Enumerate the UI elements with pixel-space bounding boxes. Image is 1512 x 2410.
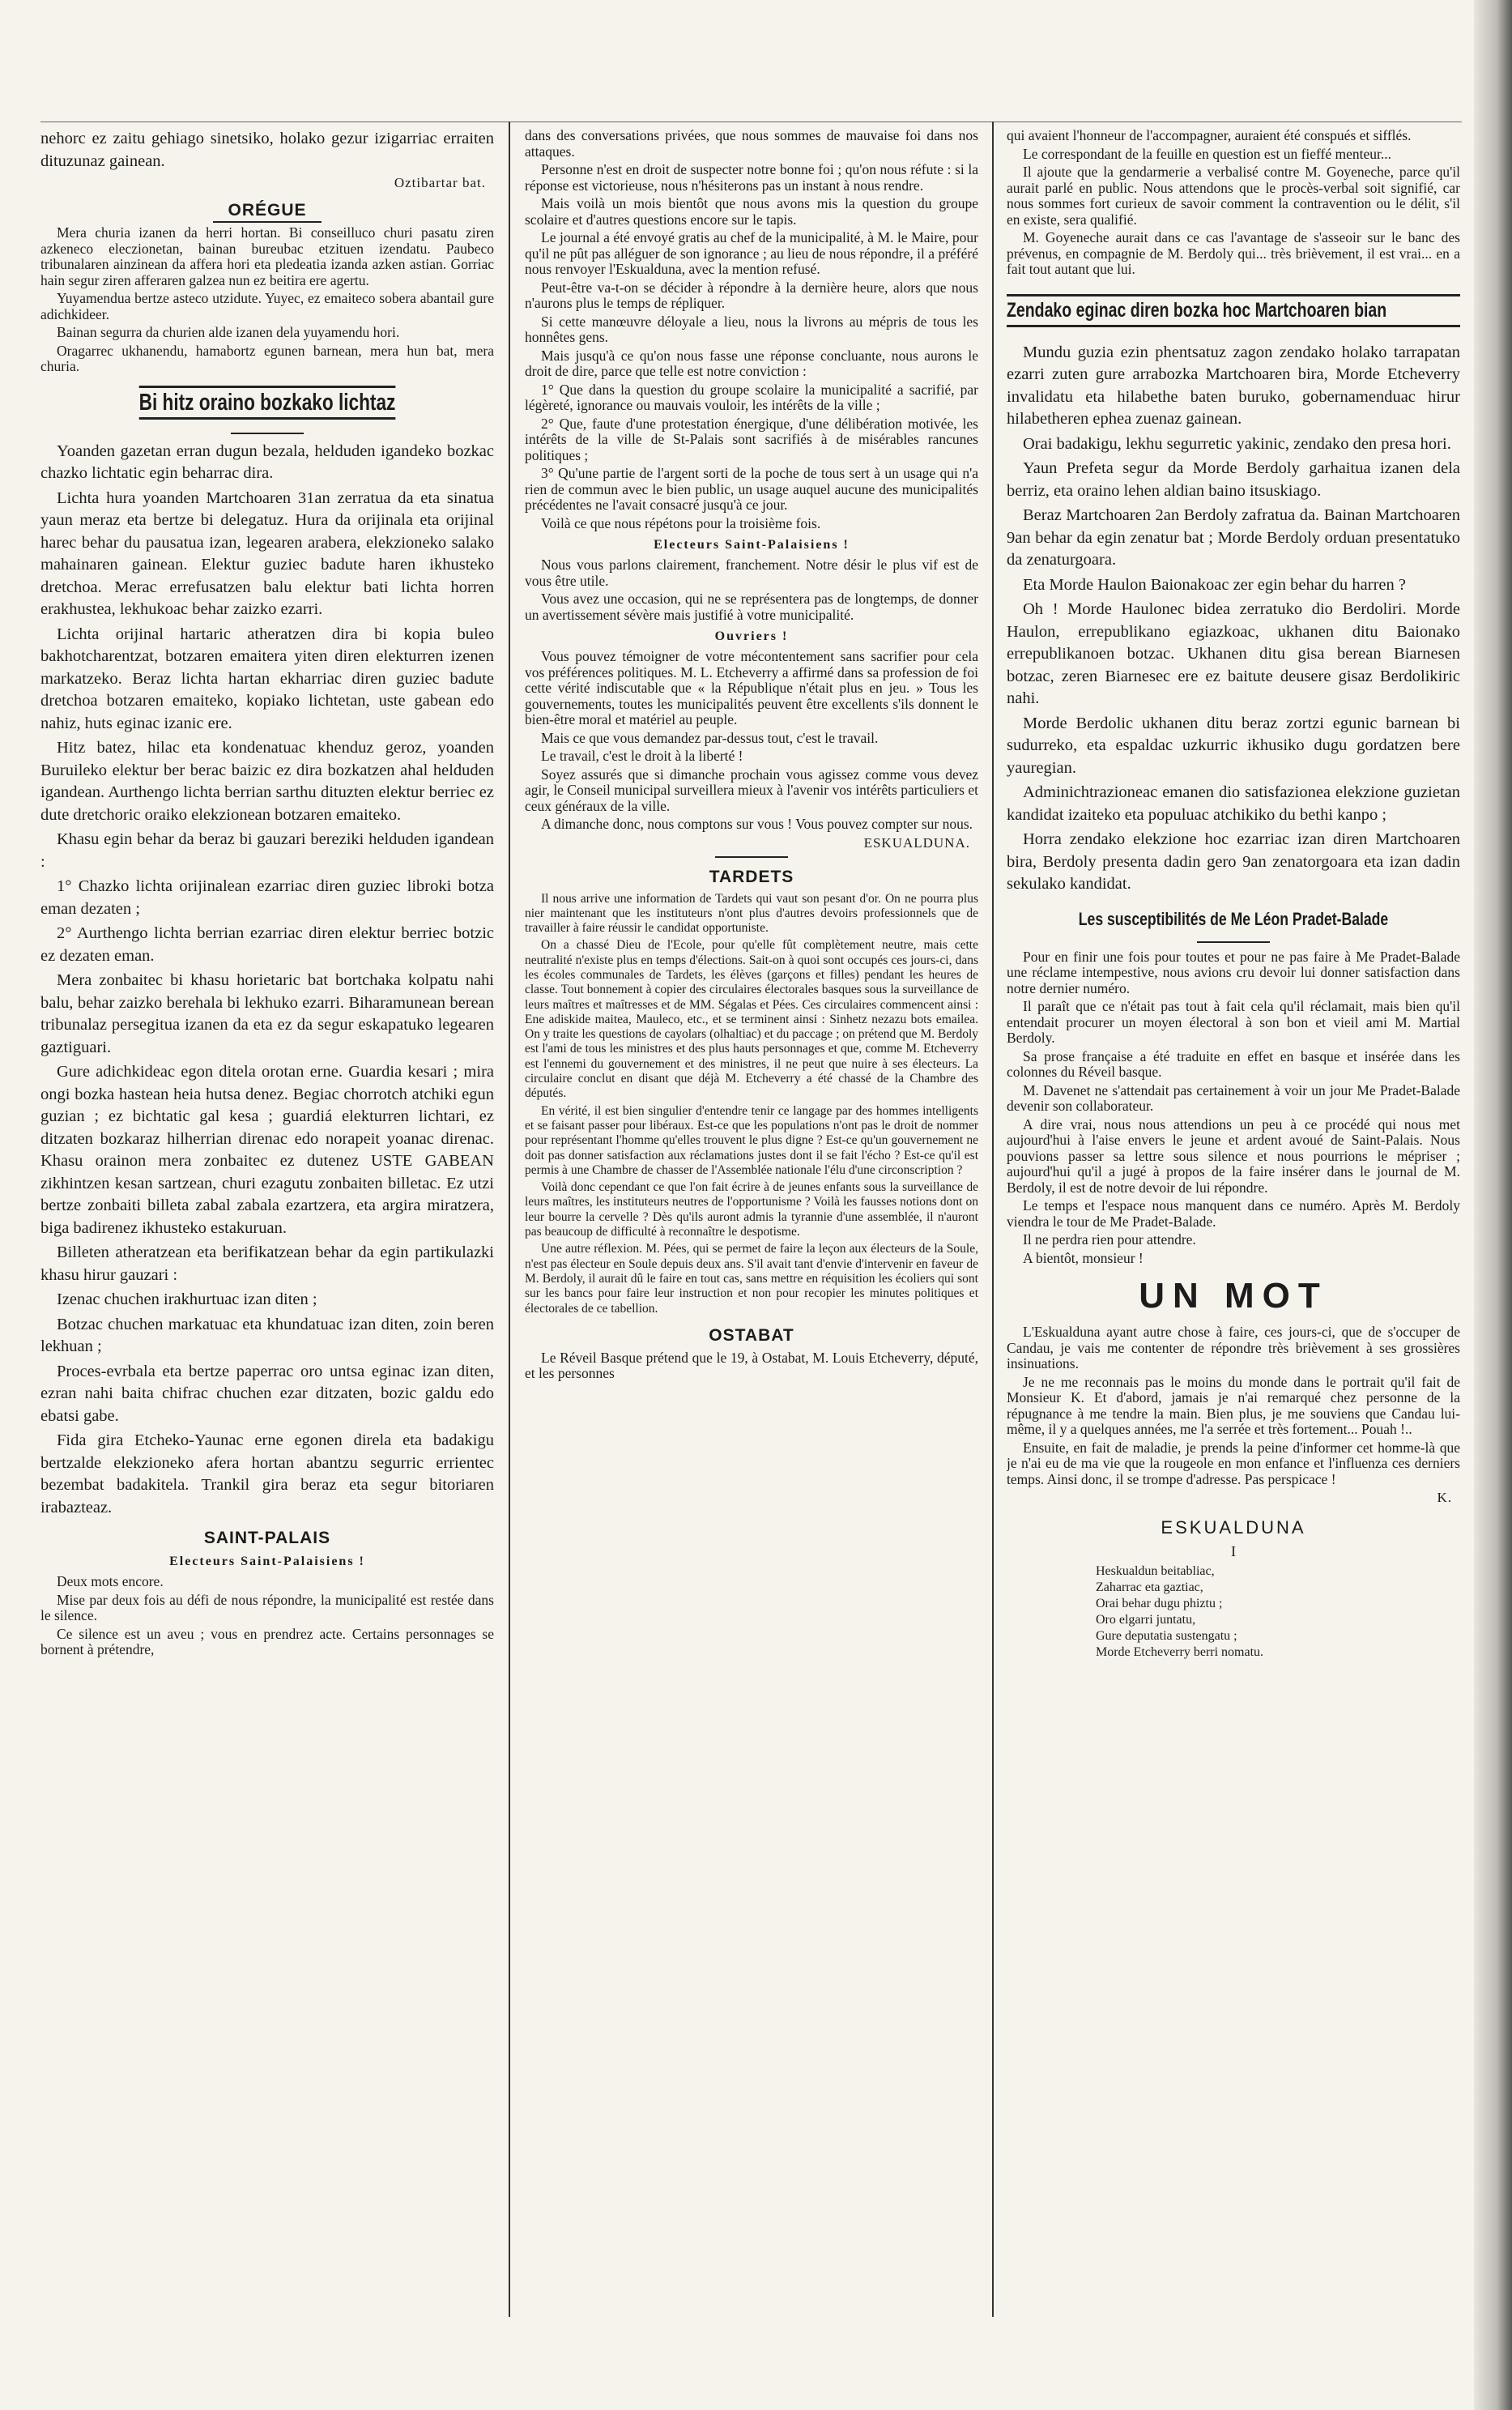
electeurs-paragraph: Nous vous parlons clairement, franchement. Notre désir le plus vif est de vous être utile. <box>525 557 978 589</box>
poem-line: Morde Etcheverry berri nomatu. <box>1096 1645 1264 1659</box>
tardets-paragraph: Une autre réflexion. M. Pées, qui se permet de faire la leçon aux électeurs de la Soule, n'est pas électeur en Soule depuis deux ans. S'il avait tant d'envie d'intervenir en faveur de M. Berdoly, il aurait dû le faire en tout cas, sans mettre en réquisition les écoliers qui sont sur les bancs pour faire leur instruction et non pour recopier les minutes politiques et électorales de ce tabellion. <box>525 1242 978 1316</box>
col2-paragraph: 2° Que, faute d'une protestation énergique, d'une délibération motivée, les intérêts de la ville de St-Palais sont sacrifiés à de misérables rancunes politiques ; <box>525 415 978 463</box>
susceptibilites-paragraph: Sa prose française a été traduite en effet en basque et insérée dans les colonnes du Réveil basque. <box>1007 1047 1460 1080</box>
saint-palais-paragraph: Mise par deux fois au défi de nous répondre, la municipalité est restée dans le silence. <box>40 1591 494 1623</box>
bozkako-paragraph: Khasu egin behar da beraz bi gauzari bereziki helduden igandean : <box>40 830 494 871</box>
ostabat-paragraph: Le Réveil Basque prétend que le 19, à Ostabat, M. Louis Etcheverry, député, et les personnes <box>525 1349 978 1382</box>
unmot-heading: UN MOT <box>1139 1276 1328 1316</box>
col2-paragraph: dans des conversations privées, que nous sommes de mauvaise foi dans nos attaques. <box>525 128 978 160</box>
susceptibilites-paragraph: A bientôt, monsieur ! <box>1023 1249 1144 1266</box>
oregue-paragraph: Yuyamendua bertze asteco utzidute. Yuyec, ez emaiteco sobera abantail gure adichkideer. <box>40 290 494 322</box>
bozkako-paragraph: Botzac chuchen markatuac eta khundatuac izan diten, zoin beren lekhuan ; <box>40 1315 494 1355</box>
col2-paragraph: Le journal a été envoyé gratis au chef de la municipalité, à M. le Maire, pour qu'il ne pût pas alléguer de son ignorance ; au lieu de nous répondre, il a préféré nous renvoyer l'Eskualduna, avec la mention refusé. <box>525 229 978 277</box>
col2-paragraph: 1° Que dans la question du groupe scolaire la municipalité a sacrifié, par légèreté, ignorance ou mauvais vouloir, les intérêts de la ville ; <box>525 381 978 413</box>
col2-paragraph: Voilà ce que nous répétons pour la troisième fois. <box>541 514 821 531</box>
oregue-paragraph: Mera churia izanen da herri hortan. Bi conseilluco churi pasatu ziren azkeneco eleczionetan, bainan bureubac etzituen izendatu. Paubeco tribunalaren ainzinean da affera hori eta pledeatia izanda azken astian. Gorriac hain segur ziren afferaren galzea nun ez beitira ere agertu. <box>40 224 494 288</box>
bozkako-paragraph: Mera zonbaitec bi khasu horietaric bat bortchaka kolpatu nahi balu, behar zaizko berehala bi lekhuko ezarri. Biharamunean berean tribunalaz persegitua izanen da eta ez da segur eskapatuko legearen gaztiguari. <box>40 971 494 1056</box>
poem-line: Gure deputatia sustengatu ; <box>1096 1629 1237 1643</box>
oregue-paragraph: Bainan segurra da churien alde izanen dela yuyamendu hori. <box>57 324 400 340</box>
ouvriers-paragraph: Mais ce que vous demandez par-dessus tout, c'est le travail. <box>541 729 879 746</box>
unmot-paragraph: Je ne me reconnais pas le moins du monde dans le portrait qu'il fait de Monsieur K. Et d'abord, jamais je n'ai remarqué chez personne de la répugnance à me tendre la main. Bien plus, je me souviens que Candau lui-même, il y a quelques années, me l'a serrée et très fortement... Pouah !.. <box>1007 1373 1460 1437</box>
column-1 <box>40 128 494 1661</box>
divider <box>231 433 304 434</box>
tardets-paragraph: Il nous arrive une information de Tardets qui vaut son pesant d'or. On ne pourra plus nier maintenant que les instituteurs n'ont plus d'autres devoirs professionnels que de travailler à faire réussir le candidat opportuniste. <box>525 891 978 936</box>
eskualduna-poem-heading: ESKUALDUNA <box>1161 1517 1306 1538</box>
col2-paragraph: Personne n'est en droit de suspecter notre bonne foi ; qu'on nous réfute : si la réponse est victorieuse, nous n'hésiterons pas un instant à nous rendre. <box>525 161 978 194</box>
zendako-paragraph: Mundu guzia ezin phentsatuz zagon zendako holako tarrapatan ezarri zuten gure arrabozka Martchoaren bira, Morde Etcheverry invalidatu eta hilabethe baten buruko, gobernamenduac hirur hilabetheren ephea zuenaz gainean. <box>1007 343 1460 428</box>
ostabat-heading: OSTABAT <box>709 1325 794 1345</box>
tardets-paragraph: En vérité, il est bien singulier d'entendre tenir ce langage par des hommes intelligents et se faisant passer pour libéraux. Est-ce que les populations n'ont pas le droit de nommer pour représentant l'homme qu'elles trouvent le plus digne ? Est-ce qu'un gouvernement ne doit pas donner satisfaction aux réclamations justes dont il se fait l'écho ? Est-ce qu'il est permis à une Chambre de chasser de l'Assemblée nationale l'élu d'une circonscription ? <box>525 1103 978 1177</box>
susceptibilites-paragraph: Il paraît que ce n'était pas tout à fait cela qu'il réclamait, mais bien qu'il entendait procurer un moyen électoral à son bon et vieil ami M. Martial Berdoly. <box>1007 998 1460 1046</box>
ouvriers-paragraph: Soyez assurés que si dimanche prochain vous agissez comme vous devez agir, le Conseil municipal surveillera mieux à l'avenir vos intérêts particuliers et ceux généraux de la ville. <box>525 766 978 814</box>
col2-paragraph: 3° Qu'une partie de l'argent sorti de la poche de tous sert à un usage qui n'a rien de commun avec le bien public, un usage auquel aucune des municipalités précédentes ne l'avait consacré jusqu'à ce jour. <box>525 465 978 513</box>
oregue-heading <box>40 201 494 220</box>
unmot-paragraph: Ensuite, en fait de maladie, je prends la peine d'informer cet homme-là que je n'ai eu de ma vie que la rougeole en mon enfance et l'influenza ces derniers temps. Ainsi donc, il se trompe d'adresse. Pas perspicace ! <box>1007 1439 1460 1487</box>
saint-palais-heading: SAINT-PALAIS <box>203 1529 331 1547</box>
ouvriers-paragraph: A dimanche donc, nous comptons sur vous ! Vous pouvez compter sur nous. <box>541 816 973 832</box>
zendako-paragraph: Morde Berdolic ukhanen ditu beraz zortzi egunic barnean bi sudurreko, eta espaldac uzkurric ikhusiko dugu gordatzen bere yauregian. <box>1007 714 1460 777</box>
poem-line: Oro elgarri juntatu, <box>1096 1613 1196 1627</box>
oregue-title: ORÉGUE <box>213 201 321 223</box>
column-3 <box>1007 128 1460 1661</box>
col3-paragraph: qui avaient l'honneur de l'accompagner, auraient été conspués et sifflés. <box>1007 128 1412 143</box>
column-2 <box>525 128 978 1384</box>
electeurs-heading: Electeurs Saint-Palaisiens ! <box>654 538 850 552</box>
poem-line: Orai behar dugu phiztu ; <box>1096 1597 1223 1610</box>
unmot-signature: K. <box>1437 1490 1452 1505</box>
susceptibilites-paragraph: M. Davenet ne s'attendait pas certainement à voir un jour Me Pradet-Balade devenir son collaborateur. <box>1007 1081 1460 1114</box>
bozkako-paragraph: Izenac chuchen irakhurtuac izan diten ; <box>57 1290 317 1308</box>
poem-line: Heskualdun beitabliac, <box>1096 1564 1215 1578</box>
susceptibilites-paragraph: Le temps et l'espace nous manquent dans ce numéro. Après M. Berdoly viendra le tour de Me Pradet-Balade. <box>1007 1197 1460 1230</box>
oregue-paragraph: Oragarrec ukhanendu, hamabortz egunen barnean, mera hun bat, mera churia. <box>40 342 494 374</box>
col2-paragraph: Mais voilà un mois bientôt que nous avons mis la question du groupe scolaire et d'autres questions encore sur le tapis. <box>525 195 978 228</box>
zendako-paragraph: Adminichtrazioneac emanen dio satisfazionea elekzione guzietan kandidat izaiteko eta populuac atchikiko du bethi kanpo ; <box>1007 783 1460 824</box>
col2-paragraph: Peut-être va-t-on se décider à répondre à la dernière heure, alors que nous n'aurons plus le temps de répliquer. <box>525 279 978 311</box>
poem-line: Zaharrac eta gaztiac, <box>1096 1580 1203 1594</box>
poem <box>1007 1563 1460 1661</box>
eskualduna-signature: ESKUALDUNA. <box>863 834 970 851</box>
bozkako-paragraph: Yoanden gazetan erran dugun bezala, helduden igandeko bozkac chazko lichtatic egin beharrac dira. <box>40 441 494 482</box>
tardets-paragraph: Voilà donc cependant ce que l'on fait écrire à de jeunes enfants sous la surveillance de leurs maîtres, les instituteurs neutres de l'opportunisme ? Voilà les fausses notions dont on leur bourre la cervelle ? Dès qu'ils auront admis la tyrannie d'une assemblée, il n'auront pas beaucoup de difficulté à reconnaître le despotisme. <box>525 1180 978 1239</box>
divider <box>1197 941 1270 943</box>
col3-paragraph: M. Goyeneche aurait dans ce cas l'avantage de s'asseoir sur le banc des prévenus, en compagnie de M. Berdoly qui... très brièvement, il est vrai... en a fait tout autant que lui. <box>1007 229 1460 277</box>
bozkako-heading <box>91 390 445 416</box>
ouvriers-paragraph: Le travail, c'est le droit à la liberté ! <box>541 748 743 764</box>
bozkako-paragraph: Hitz batez, hilac eta kondenatuac khenduz geroz, yoanden Buruileko elektur ber berac baizic ez dira bozkatzen ahal helduden igandean. Aurthengo lichta berrian sarthu dituzten elektur berriec ez dute dretchoric oraiko elekzionean botzaren emaiteko. <box>40 739 494 824</box>
bozkako-paragraph: Gure adichkideac egon ditela orotan erne. Guardia kesari ; mira ongi bozka hastean heia hutsa denez. Begiac chorrotch atchiki egun guzian ; ez bichtatic gal kesa ; guardiá elekturren lichtari, ez ditzaten bozkaraz hilherrian direnac edo norapeit yoanac direnac. Khasu orainon mera zonbaitec ez dutenez USTE GABEAN zikhintzen kesan sartzean, churi ezagutu zonbaiten billetac. Ez utzi bertze zonbaiti billeta zabal zabala ezartzera, eta argira miratzera, biga badirenez ikhusteko estakuruan. <box>40 1063 494 1237</box>
bozkako-paragraph: 1° Chazko lichta orijinalean ezarriac diren guziec libroki botza eman dezaten ; <box>40 877 494 918</box>
electeurs-paragraph: Vous avez une occasion, qui ne se représentera pas de longtemps, de donner un avertissement sévère mais justifié à votre municipalité. <box>525 591 978 623</box>
col3-paragraph: Le correspondant de la feuille en question est un fieffé menteur... <box>1023 145 1391 162</box>
column-rule-1 <box>509 122 510 2317</box>
tardets-paragraph: On a chassé Dieu de l'Ecole, pour qu'elle fût complètement neutre, mais cette neutralité n'existe plus en temps d'élections. Sait-on à quoi sont occupés ces jours-ci, dans les écoles communales de Tardets, les élèves (garçons et filles) pendant les heures de classe. Tout bonnement à copier des circulaires électorales basques sous la surveillance de leurs maîtres et maîtresses et de MM. Ségalas et Pées. Ces circulaires commencent ainsi : Ene adiskide maitea, Mauleco, etc., et se terminent ainsi : Sinhetz nezazu bots emailea. On y traite les questions de cayolars (olhaltiac) et du paccage ; on prétend que M. Berdoly est l'ami de tous les ministres et des plus hauts personnages et que, comme M. Etcheverry est l'ennemi du gouvernement et des ministres, il ne peut que nuire à ses électeurs. La circulaire conclut en disant que déjà M. Etcheverry a été chassé de la Chambre des députés. <box>525 938 978 1101</box>
zendako-paragraph: Yaun Prefeta segur da Morde Berdoly garhaitua izanen dela berriz, eta oraino lehen aldian baino itsuskiago. <box>1007 459 1460 500</box>
bozkako-paragraph: Lichta orijinal hartaric atheratzen dira bi kopia buleo bakhotcharentzat, botzaren emaitera yiten diren elekturren izenen markatzeko. Beraz lichta hartan ekharriac diren guziec badute dretchoa botzaren emaiteko, kopiako lichtetan, uste gabean edo nahiz, huts eginac izanic ere. <box>40 625 494 732</box>
bozkako-paragraph: Billeten atheratzean eta berifikatzean behar da egin partikulazki khasu hirur gauzari : <box>40 1243 494 1284</box>
zendako-paragraph: Beraz Martchoaren 2an Berdoly zafratua da. Bainan Martchoaren 9an behar da egin zenatur bat ; Morde Berdoly orduan presentatuko da zenaturgoara. <box>1007 506 1460 569</box>
susceptibilites-paragraph: Pour en finir une fois pour toutes et pour ne pas faire à Me Pradet-Balade une réclame intempestive, nous avions cru devoir lui donner satisfaction dans notre dernier numéro. <box>1007 948 1460 996</box>
intro-paragraph: nehorc ez zaitu gehiago sinetsiko, holako gezur izigarriac erraiten dituzunaz gainean. <box>40 130 494 170</box>
zendako-paragraph: Horra zendako elekzione hoc ezarriac izan diren Martchoaren bira, Berdoly presenta dadin gero 9an zenatorgoara eta izan dadin sekulako kandidat. <box>1007 830 1460 893</box>
tardets-heading: TARDETS <box>709 867 794 886</box>
page-edge <box>1474 0 1512 2410</box>
poem-number: I <box>1231 1543 1236 1559</box>
bozkako-paragraph: Proces-evrbala eta bertze paperrac oro untsa eginac izan diten, ezran nahi baita chifrac chuchen ezar ditzaten, bozic galdu edo ebatsi gabe. <box>40 1362 494 1425</box>
ouvriers-heading: Ouvriers ! <box>714 629 789 643</box>
col2-paragraph: Si cette manœuvre déloyale a lieu, nous la livrons au mépris de tous les honnêtes gens. <box>525 313 978 345</box>
saint-palais-paragraph: Deux mots encore. <box>57 1573 164 1589</box>
column-rule-2 <box>992 122 994 2317</box>
col3-paragraph: Il ajoute que la gendarmerie a verbalisé contre M. Goyeneche, parce qu'il aurait parlé en public. Nous attendons que le procès-verbal soit signifié, car nous sommes fort curieux de savoir comment la contravention ou le délit, s'il en existe, sera qualifié. <box>1007 164 1460 228</box>
bozkako-paragraph: Lichta hura yoanden Martchoaren 31an zerratua da eta sinatua yaun meraz eta bertze bi delegatuz. Hura da orijinala eta orijinal harec behar du pausatua izan, legearen arabera, elekzioneko salako mahainaren gainean. Elektur guziec badute haren ikhusteko dretchoa. Merac errefusatzen balu elektur bati lichta horren erakhustea, lekhukoac behar zaizko ezarri. <box>40 488 494 618</box>
intro-signature: Oztibartar bat. <box>394 175 486 190</box>
bozkako-paragraph: 2° Aurthengo lichta berrian ezarriac diren elektur berriec botzic ez dezaten eman. <box>40 924 494 965</box>
divider <box>715 856 788 858</box>
susceptibilites-paragraph: Il ne perdra rien pour attendre. <box>1023 1231 1196 1248</box>
zendako-paragraph: Orai badakigu, lekhu segurretic yakinic, zendako den presa hori. <box>1023 434 1451 453</box>
ouvriers-paragraph: Vous pouvez témoigner de votre mécontentement sans sacrifier pour cela vos préférences politiques. M. L. Etcheverry a affirmé dans sa profession de foi cette vérité indiscutable que « la République n'était plus en jeu. » Tous les gouvernements, toutes les municipalités peuvent être excellents s'ils donnent le bien-être moral et matériel au peuple. <box>525 648 978 727</box>
bozkako-title: Bi hitz oraino bozkako lichtaz <box>139 386 396 420</box>
susceptibilites-heading: Les susceptibilités de Me Léon Pradet-Balade <box>1078 908 1389 929</box>
saint-palais-paragraph: Ce silence est un aveu ; vous en prendrez acte. Certains personnages se bornent à prétendre, <box>40 1625 494 1657</box>
unmot-paragraph: L'Eskualduna ayant autre chose à faire, ces jours-ci, que de s'occuper de Candau, je vais me contenter de répondre très brièvement à ses grossières insinuations. <box>1007 1324 1460 1371</box>
zendako-heading: Zendako eginac diren bozka hoc Martchoaren bian <box>1007 294 1460 327</box>
bozkako-paragraph: Fida gira Etcheko-Yaunac erne egonen direla eta badakigu bertzalde elekzioneko afera hortan abantzu segurric errientec bezembat badakitela. Trankil gira beraz eta segur bitoriaren irabazteaz. <box>40 1431 494 1516</box>
susceptibilites-paragraph: A dire vrai, nous nous attendions un peu à ce procédé qui nous met aujourd'hui à l'aise envers le jeune et ardent avoué de Saint-Palais. Nous pouvions passer sa lettre sous silence et nous pourrions le mépriser ; aujourd'hui qu'il a jugé à propos de la faire insérer dans le journal de M. Berdoly, il est de notre devoir de lui répondre. <box>1007 1115 1460 1196</box>
col2-paragraph: Mais jusqu'à ce qu'on nous fasse une réponse concluante, nous aurons le droit de dire, parce que telle est notre conviction : <box>525 347 978 379</box>
zendako-paragraph: Oh ! Morde Haulonec bidea zerratuko dio Berdoliri. Morde Haulon, errepublikano egiazkoac, ukhanen ditu Baionako errepublikanoen botzac. Ukhanen ditu gisa berean Biarnesen botzac, zeren Biarnesec ere ez baitute deusere gisaz Berdolikiric nahi. <box>1007 600 1460 707</box>
saint-palais-subtitle: Electeurs Saint-Palaisiens ! <box>169 1555 365 1568</box>
zendako-paragraph: Eta Morde Haulon Baionakoac zer egin behar du harren ? <box>1023 575 1407 594</box>
